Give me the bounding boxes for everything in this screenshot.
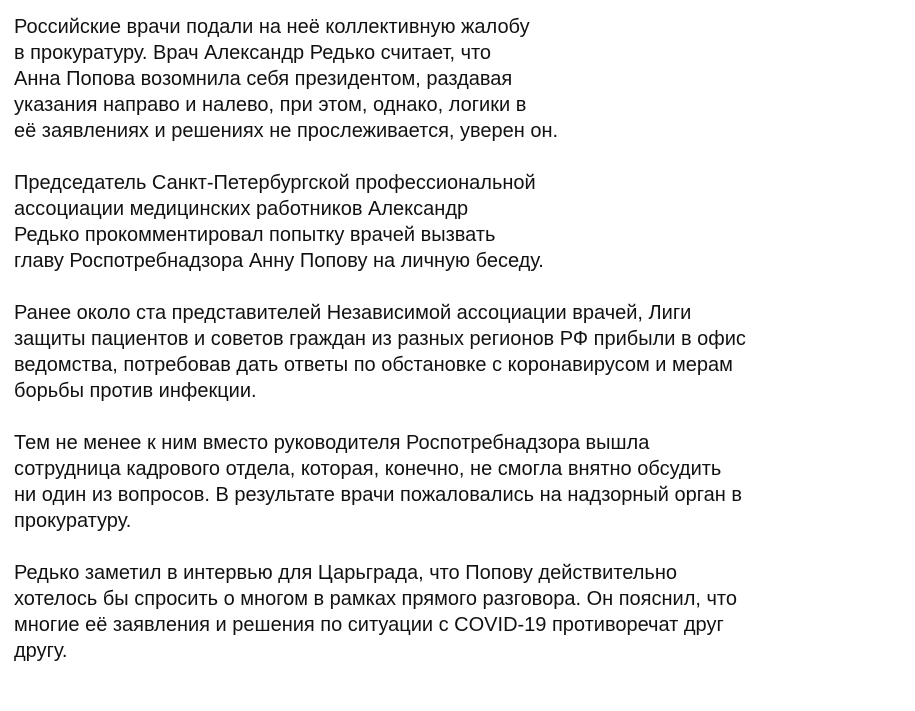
paragraph-line: Тем не менее к ним вместо руководителя Роспотребнадзора вышла [14,432,650,454]
paragraph-1 [14,14,909,144]
paragraph-line: другу. [14,640,68,662]
paragraph-line: Редько прокомментировал попытку врачей вызвать [14,224,496,246]
paragraph-line: борьбы против инфекции. [14,380,257,402]
paragraph-2 [14,170,909,274]
paragraph-line: хотелось бы спросить о многом в рамках прямого разговора. Он пояснил, что [14,588,737,610]
paragraph-line: указания направо и налево, при этом, однако, логики в [14,94,527,116]
paragraph-line: Ранее около ста представителей Независимой ассоциации врачей, Лиги [14,302,692,324]
paragraph-line: сотрудница кадрового отдела, которая, конечно, не смогла внятно обсудить [14,458,722,480]
paragraph-line: ни один из вопросов. В результате врачи пожаловались на надзорный орган в [14,484,742,506]
paragraph-line: главу Роспотребнадзора Анну Попову на личную беседу. [14,250,544,272]
paragraph-line: в прокуратуру. Врач Александр Редько считает, что [14,42,492,64]
paragraph-5 [14,560,909,664]
paragraph-3 [14,300,909,404]
paragraph-line: Редько заметил в интервью для Царьграда, что Попову действительно [14,562,678,584]
paragraph-line: ассоциации медицинских работников Александр [14,198,469,220]
paragraph-line: ведомства, потребовав дать ответы по обстановке с коронавирусом и мерам [14,354,733,376]
paragraph-line: её заявлениях и решениях не прослеживается, уверен он. [14,120,559,142]
paragraph-line: прокуратуру. [14,510,132,532]
paragraph-line: защиты пациентов и советов граждан из разных регионов РФ прибыли в офис [14,328,746,350]
article-body [14,14,909,690]
paragraph-4 [14,430,909,534]
paragraph-line: многие её заявления и решения по ситуации с COVID-19 противоречат друг [14,614,724,636]
paragraph-line: Российские врачи подали на неё коллективную жалобу [14,16,530,38]
paragraph-line: Председатель Санкт-Петербургской профессиональной [14,172,536,194]
paragraph-line: Анна Попова возомнила себя президентом, раздавая [14,68,513,90]
